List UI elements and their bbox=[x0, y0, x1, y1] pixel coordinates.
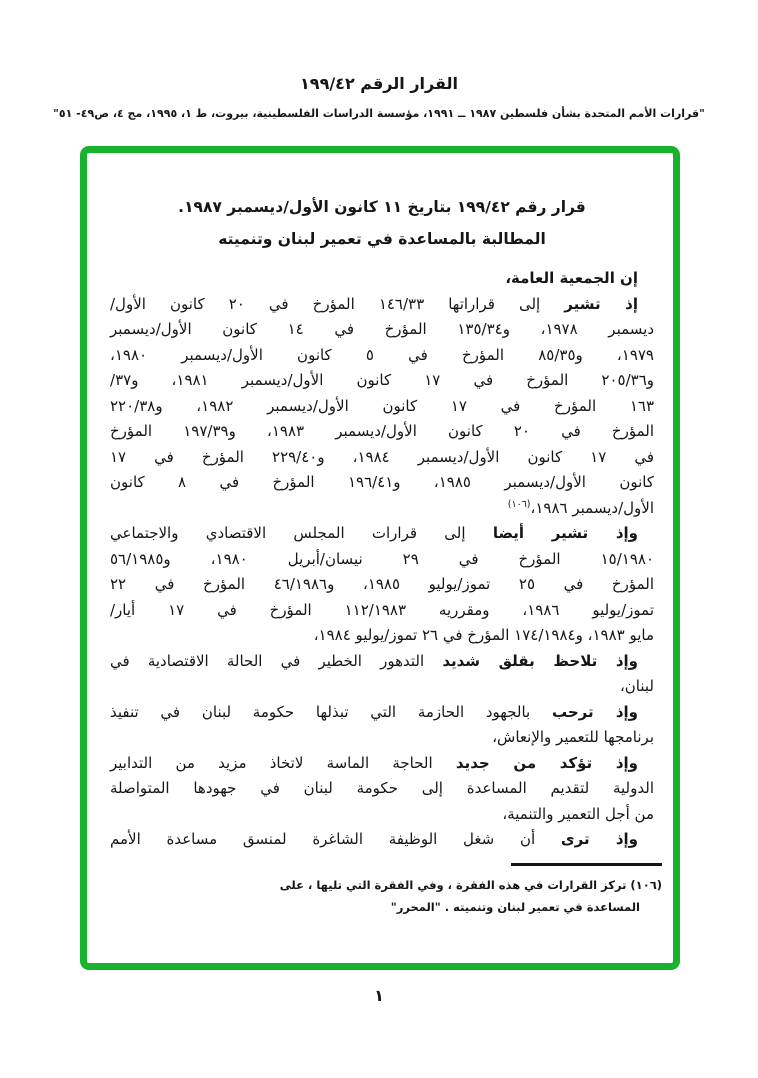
text-run: الدولية لتقديم المساعدة إلى حكومة لبنان في جهودها المتواصلة bbox=[110, 779, 654, 797]
footnote-divider bbox=[511, 863, 662, 866]
lead-in-phrase: وإذ تؤكد من جديد bbox=[455, 753, 639, 772]
text-line bbox=[110, 368, 654, 394]
lead-in-phrase: وإذ ترحب bbox=[551, 702, 638, 721]
text-run: برنامجها للتعمير والإنعاش، bbox=[492, 728, 654, 746]
source-citation: "قرارات الأمم المتحدة بشأن فلسطين ١٩٨٧ ــ ١٩٩١، مؤسسة الدراسات الفلسطينية، بيروت، ط ١، ١٩٩٥، مج ٤، ص٤٩- ٥١" bbox=[53, 107, 705, 120]
text-run: بالجهود الحازمة التي تبذلها حكومة لبنان في تنفيذ bbox=[110, 702, 552, 721]
text-line bbox=[110, 776, 654, 802]
text-run: كانون الأول/ديسمبر ١٩٨٥، و١٩٦/٤١ المؤرخ في ٨ كانون bbox=[110, 473, 654, 491]
text-run: ١٥/١٩٨٠ المؤرخ في ٢٩ نيسان/أبريل ١٩٨٠، و٥٦/١٩٨٥ bbox=[110, 549, 655, 568]
text-line bbox=[110, 292, 654, 318]
text-line bbox=[110, 751, 654, 777]
text-run: و٢٠٥/٣٦ المؤرخ في ١٧ كانون الأول/ديسمبر ١٩٨١، و٣٧/ bbox=[110, 371, 655, 389]
text-run: مايو ١٩٨٣، و١٧٤/١٩٨٤ المؤرخ في ٢٦ تموز/يوليو ١٩٨٤، bbox=[313, 626, 654, 644]
text-run: الأول/ديسمبر ١٩٨٦، bbox=[530, 498, 654, 517]
text-line bbox=[110, 700, 654, 726]
text-line bbox=[110, 496, 654, 522]
text-run: من أجل التعمير والتنمية، bbox=[502, 804, 654, 823]
text-run: ١٩٧٩، و٨٥/٣٥ المؤرخ في ٥ كانون الأول/ديسمبر ١٩٨٠، bbox=[110, 345, 654, 364]
text-line bbox=[110, 674, 654, 700]
resolution-title-line2: المطالبة بالمساعدة في تعمير لبنان وتنميته bbox=[218, 230, 546, 248]
paragraph bbox=[110, 292, 654, 522]
resolution-title-line1: قرار رقم ١٩٩/٤٢ بتاريخ ١١ كانون الأول/ديسمبر ١٩٨٧. bbox=[178, 198, 586, 216]
text-run: لبنان، bbox=[619, 677, 654, 695]
lead-in-phrase: وإذ تلاحظ بقلق شديد bbox=[442, 651, 638, 670]
text-line bbox=[110, 419, 654, 445]
text-line bbox=[110, 598, 654, 624]
paragraph bbox=[110, 827, 654, 853]
text-line bbox=[110, 649, 654, 675]
paragraph bbox=[110, 266, 654, 292]
text-line bbox=[110, 317, 654, 343]
body-paragraphs bbox=[110, 266, 654, 853]
lead-in-phrase: وإذ تشير أيضا bbox=[492, 524, 638, 542]
text-line bbox=[110, 572, 654, 598]
lead-in-phrase: وإذ ترى bbox=[560, 830, 638, 848]
paragraph bbox=[110, 700, 654, 751]
text-line bbox=[110, 343, 654, 369]
footnote-line-2: المساعدة في تعمير لبنان وتنميته . "المحرر" bbox=[390, 900, 640, 914]
text-line bbox=[110, 725, 654, 751]
text-line bbox=[110, 623, 654, 649]
text-run: المؤرخ في ٢٠ كانون الأول/ديسمبر ١٩٨٣، و١٩٧/٣٩ المؤرخ bbox=[110, 422, 655, 440]
text-run: تموز/يوليو ١٩٨٦، ومقرريه ١١٢/١٩٨٣ المؤرخ في ١٧ أيار/ bbox=[110, 600, 655, 619]
text-line bbox=[110, 394, 654, 420]
text-line bbox=[110, 470, 654, 496]
text-line bbox=[110, 547, 654, 573]
text-run: إلى قراراتها ١٤٦/٣٣ المؤرخ في ٢٠ كانون الأول/ bbox=[110, 294, 565, 313]
text-line bbox=[110, 445, 654, 471]
text-line bbox=[110, 521, 654, 547]
page-number: ١ bbox=[374, 986, 384, 1005]
footnote-line-1: (١٠٦) تركز القرارات في هذه الفقرة ، وفي الفقرة التي تليها ، على bbox=[279, 878, 662, 892]
paragraph bbox=[110, 649, 654, 700]
text-line bbox=[110, 827, 654, 853]
text-run: الحاجة الماسة لاتخاذ مزيد من التدابير bbox=[110, 753, 456, 772]
text-run: التدهور الخطير في الحالة الاقتصادية في bbox=[110, 651, 443, 670]
text-run: في ١٧ كانون الأول/ديسمبر ١٩٨٤، و٢٢٩/٤٠ المؤرخ في ١٧ bbox=[110, 447, 654, 466]
text-run: أن شغل الوظيفة الشاغرة لمنسق مساعدة الأمم bbox=[110, 830, 561, 848]
text-run: ١٦٣ المؤرخ في ١٧ كانون الأول/ديسمبر ١٩٨٢، و٢٢٠/٣٨ bbox=[110, 396, 655, 415]
lead-in-phrase: إن الجمعية العامة، bbox=[505, 269, 638, 287]
footnote bbox=[100, 874, 662, 918]
paragraph bbox=[110, 751, 654, 828]
footnote-marker: (١٠٦) bbox=[507, 498, 531, 510]
page-title: القرار الرقم ١٩٩/٤٢ bbox=[300, 74, 458, 93]
resolution-title bbox=[110, 194, 654, 252]
text-line bbox=[110, 802, 654, 828]
text-run: المؤرخ في ٢٥ تموز/يوليو ١٩٨٥، و٤٦/١٩٨٦ المؤرخ في ٢٢ bbox=[110, 575, 655, 593]
text-run: ديسمبر ١٩٧٨، و١٣٥/٣٤ المؤرخ في ١٤ كانون الأول/ديسمبر bbox=[110, 320, 655, 338]
lead-in-phrase: إذ تشير bbox=[564, 294, 639, 313]
text-run: إلى قرارات المجلس الاقتصادي والاجتماعي bbox=[110, 524, 493, 542]
text-line bbox=[110, 266, 654, 292]
paragraph bbox=[110, 521, 654, 649]
